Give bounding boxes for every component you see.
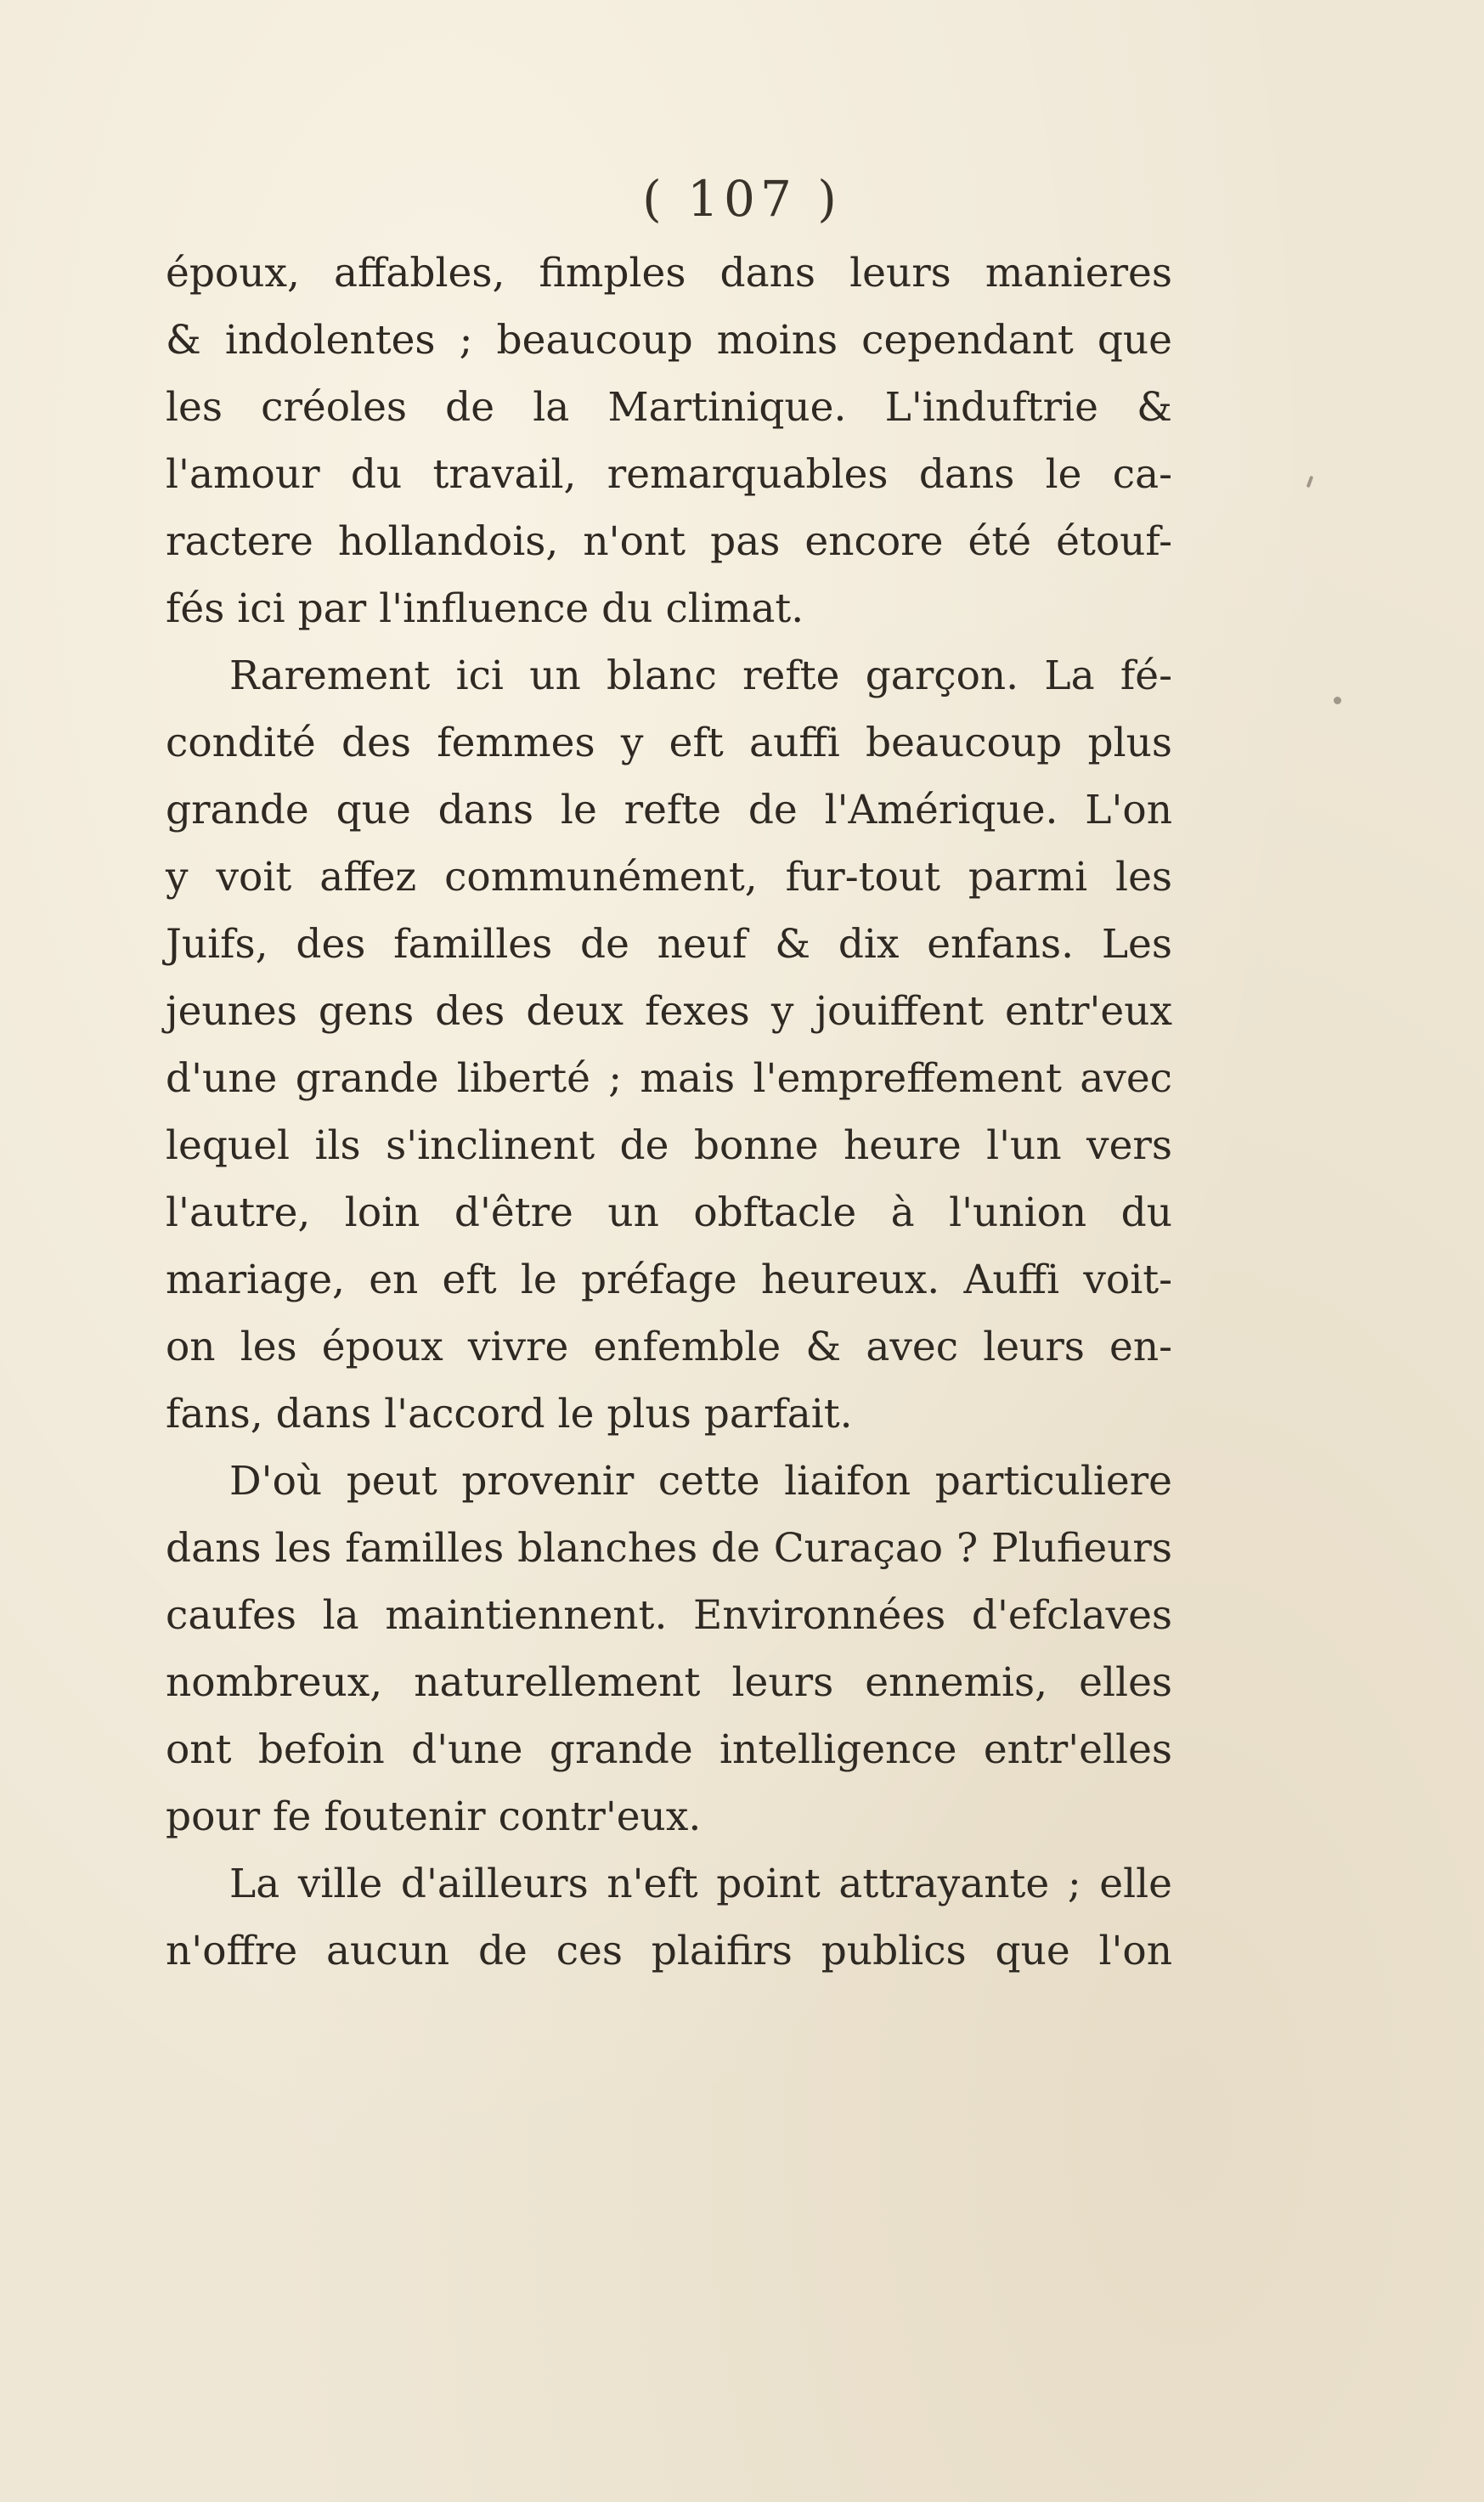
- text-line: ractere hollandois, n'ont pas encore été étouf-: [166, 518, 1172, 565]
- text-line: Rarement ici un blanc refte garçon. La fé-: [229, 652, 1172, 699]
- text-line: fés ici par l'influence du climat.: [166, 585, 804, 632]
- text-line: & indolentes ; beaucoup moins cependant que: [166, 317, 1172, 364]
- text-line: on les époux vivre enfemble & avec leurs en-: [166, 1324, 1172, 1370]
- text-line: jeunes gens des deux fexes y jouiffent entr'eux: [166, 988, 1172, 1035]
- text-line: D'où peut provenir cette liaifon particuliere: [229, 1458, 1172, 1505]
- text-line: mariage, en eft le préfage heureux. Auffi voit-: [166, 1257, 1172, 1303]
- text-line: ont befoin d'une grande intelligence entr'elles: [166, 1726, 1172, 1773]
- body-text: [166, 240, 1172, 1985]
- text-line: l'amour du travail, remarquables dans le ca-: [166, 451, 1172, 498]
- text-line: dans les familles blanches de Curaçao ? Plufieurs: [166, 1525, 1172, 1572]
- text-line: les créoles de la Martinique. L'induftrie &: [166, 384, 1172, 431]
- text-line: d'une grande liberté ; mais l'empreffement avec: [166, 1055, 1172, 1102]
- text-line: pour fe foutenir contr'eux.: [166, 1793, 702, 1840]
- text-line: l'autre, loin d'être un obftacle à l'union du: [166, 1189, 1172, 1236]
- text-line: condité des femmes y eft auffi beaucoup plus: [166, 720, 1172, 766]
- text-line: époux, affables, fimples dans leurs manieres: [166, 250, 1172, 297]
- text-line: y voit affez communément, fur-tout parmi les: [166, 854, 1172, 901]
- paper-speck: [1334, 697, 1341, 704]
- text-line: nombreux, naturellement leurs ennemis, elles: [166, 1659, 1172, 1706]
- text-line: fans, dans l'accord le plus parfait.: [166, 1391, 853, 1437]
- page-number: ( 107 ): [642, 170, 842, 228]
- text-line: n'offre aucun de ces plaifirs publics que l'on: [166, 1928, 1172, 1974]
- text-line: La ville d'ailleurs n'eft point attrayante ; elle: [229, 1861, 1172, 1907]
- text-line: Juifs, des familles de neuf & dix enfans. Les: [166, 921, 1172, 968]
- text-line: lequel ils s'inclinent de bonne heure l'un vers: [166, 1122, 1172, 1169]
- text-line: grande que dans le refte de l'Amérique. L'on: [166, 787, 1172, 833]
- text-line: caufes la maintiennent. Environnées d'efclaves: [166, 1592, 1172, 1639]
